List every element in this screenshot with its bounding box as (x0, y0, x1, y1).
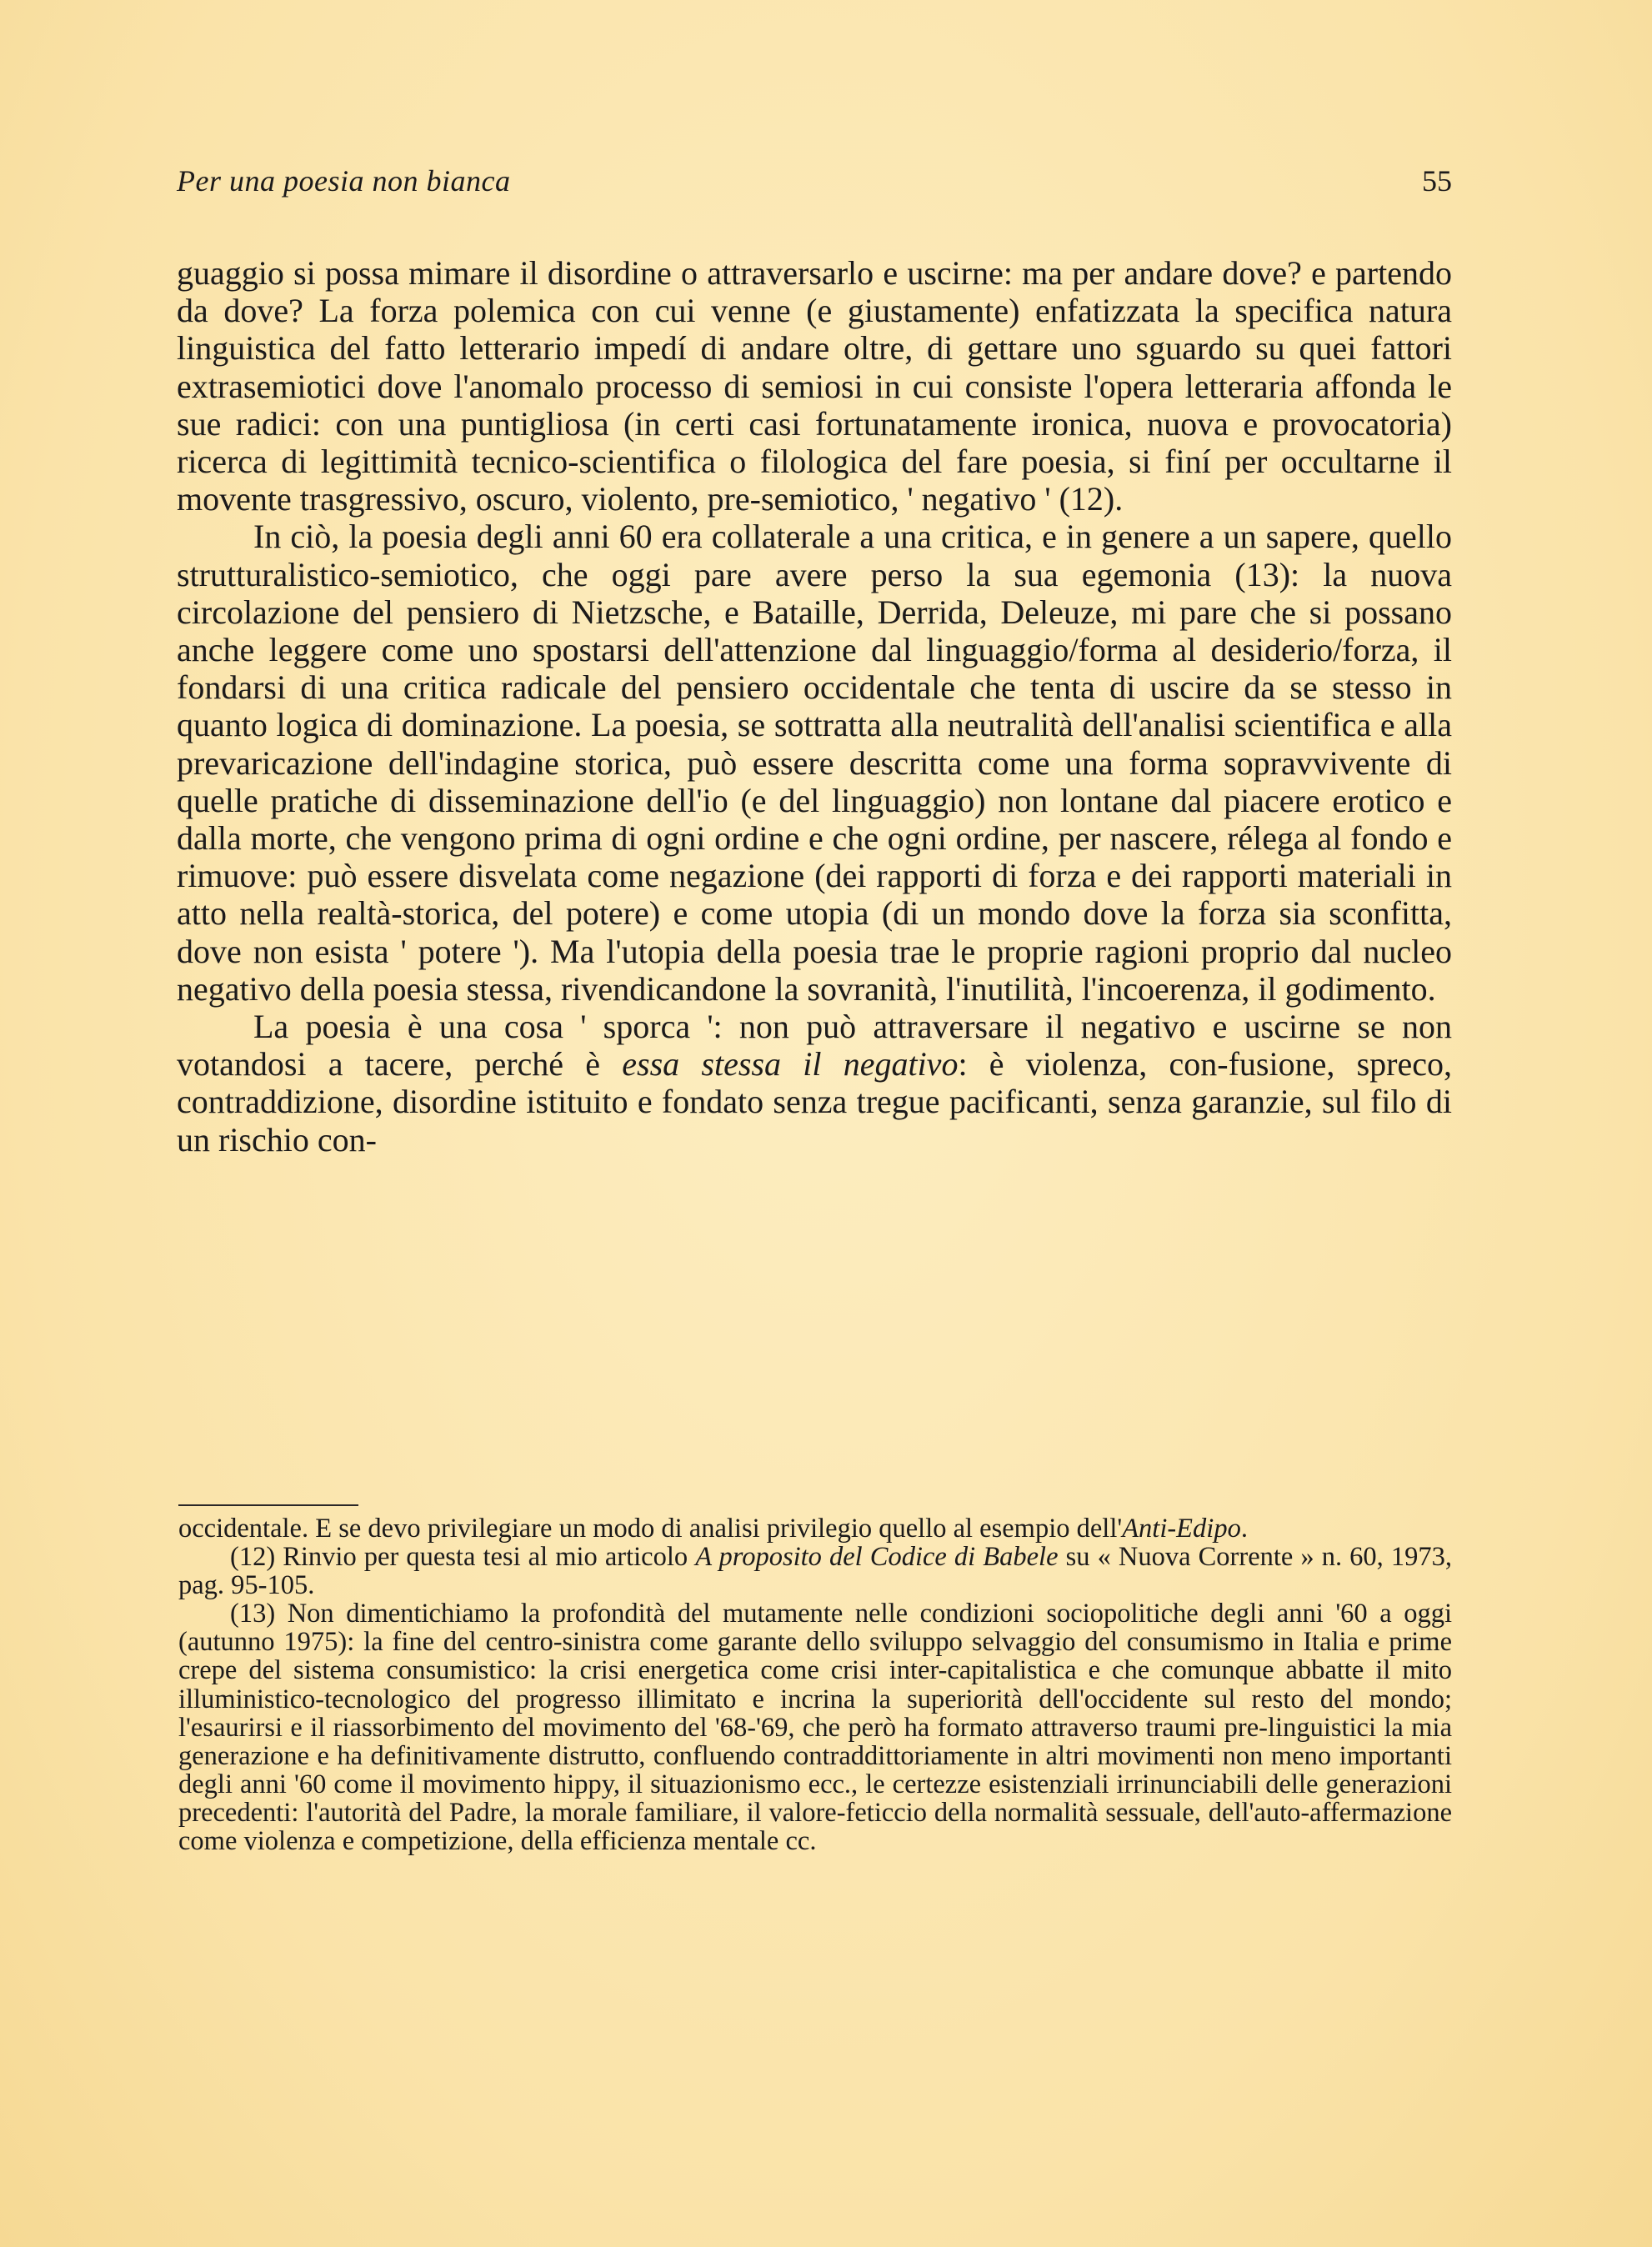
footnote-11-text-end: . (1240, 1514, 1248, 1544)
paragraph-3-text-end: : è violenza, con-fusione, spreco, contraddizione, disordine istituito e fondato senza tregue pacificanti, senza garanzie, sul filo di un rischio con- (177, 1045, 1452, 1159)
footnote-12-title: A proposito del Codice di Babele (695, 1542, 1059, 1573)
running-head (177, 163, 1452, 205)
footnotes (178, 1514, 1452, 1855)
running-title: Per una poesia non bianca (177, 164, 511, 198)
body-text (177, 254, 1452, 1159)
paragraph-3 (177, 1008, 1452, 1159)
paragraph-2: In ciò, la poesia degli anni 60 era collaterale a una critica, e in genere a un sapere, quello strutturalistico-semiotico, che oggi pare avere perso la sua egemonia (13): la nuova circolazione del pensiero di Nietzsche, e Bataille, Derrida, Deleuze, mi pare che si possano anche leggere come uno spostarsi dell'attenzione dal linguaggio/forma al desiderio/forza, il fondarsi di una critica radicale del pensiero occidentale che tenta di uscire da se stesso in quanto logica di dominazione. La poesia, se sottratta alla neutralità dell'analisi scientifica e alla prevaricazione dell'indagine storica, può essere descritta come una forma sopravvivente di quelle pratiche di disseminazione dell'io (e del linguaggio) non lontane dal piacere erotico e dalla morte, che vengono prima di ogni ordine e che ogni ordine, per nascere, rélega al fondo e rimuove: può essere disvelata come negazione (dei rapporti di forza e dei rapporti materiali in atto nella realtà-storica, del potere) e come utopia (di un mondo dove la forza sia sconfitta, dove non esista ' potere '). Ma l'utopia della poesia trae le proprie ragioni proprio dal nucleo negativo della poesia stessa, rivendicandone la sovranità, l'inutilità, l'incoerenza, il godimento. (177, 518, 1452, 1008)
paragraph-3-text-start: La poesia è una cosa ' sporca ': non può attraversare il negativo e uscirne se non votandosi a tacere, perché è (177, 1008, 1452, 1083)
footnote-13: (13) Non dimentichiamo la profondità del mutamente nelle condizioni sociopolitiche degli anni '60 a oggi (autunno 1975): la fine del centro-sinistra come garante dello sviluppo selvaggio del consumismo in Italia e prime crepe del sistema consumistico: la crisi energetica come crisi inter-capitalistica e che comunque abbatte il mito illuministico-tecnologico del progresso illimitato e incrina la superiorità dell'occidente sul resto del mondo; l'esaurirsi e il riassorbimento del movimento del '68-'69, che però ha formato attraverso traumi pre-linguistici la mia generazione e ha definitivamente distrutto, confluendo contraddittoriamente in altri movimenti non meno importanti degli anni '60 come il movimento hippy, il situazionismo ecc., le certezze esistenziali irrinunciabili delle generazioni precedenti: l'autorità del Padre, la morale familiare, il valore-feticcio della normalità sessuale, dell'auto-affermazione come violenza e competizione, della efficienza mentale cc. (178, 1599, 1452, 1857)
footnote-11-text-start: occidentale. E se devo privilegiare un modo di analisi privilegio quello al esempio dell' (178, 1514, 1123, 1544)
footnote-12 (178, 1543, 1452, 1599)
paragraph-3-emphasis: essa stessa il negativo (622, 1045, 959, 1083)
footnote-11-continuation (178, 1514, 1452, 1543)
paragraph-1: guaggio si possa mimare il disordine o attraversarlo e uscirne: ma per andare dove? e partendo da dove? La forza polemica con cui venne (e giustamente) enfatizzata la specifica natura linguistica del fatto letterario impedí di andare oltre, di gettare uno sguardo su quei fattori extrasemiotici dove l'anomalo processo di semiosi in cui consiste l'opera letteraria affonda le sue radici: con una puntigliosa (in certi casi fortunatamente ironica, nuova e provocatoria) ricerca di legittimità tecnico-scientifica o filologica del fare poesia, si finí per occultarne il movente trasgressivo, oscuro, violento, pre-semiotico, ' negativo ' (12). (177, 254, 1452, 518)
footnote-divider (178, 1504, 358, 1506)
footnote-11-title: Anti-Edipo (1122, 1514, 1241, 1544)
footnote-12-text-end: su « Nuova Corrente » n. 60, 1973, pag. 95-105. (178, 1542, 1452, 1601)
footnote-12-text-start: (12) Rinvio per questa tesi al mio articolo (230, 1542, 696, 1573)
page-number: 55 (1422, 164, 1452, 198)
